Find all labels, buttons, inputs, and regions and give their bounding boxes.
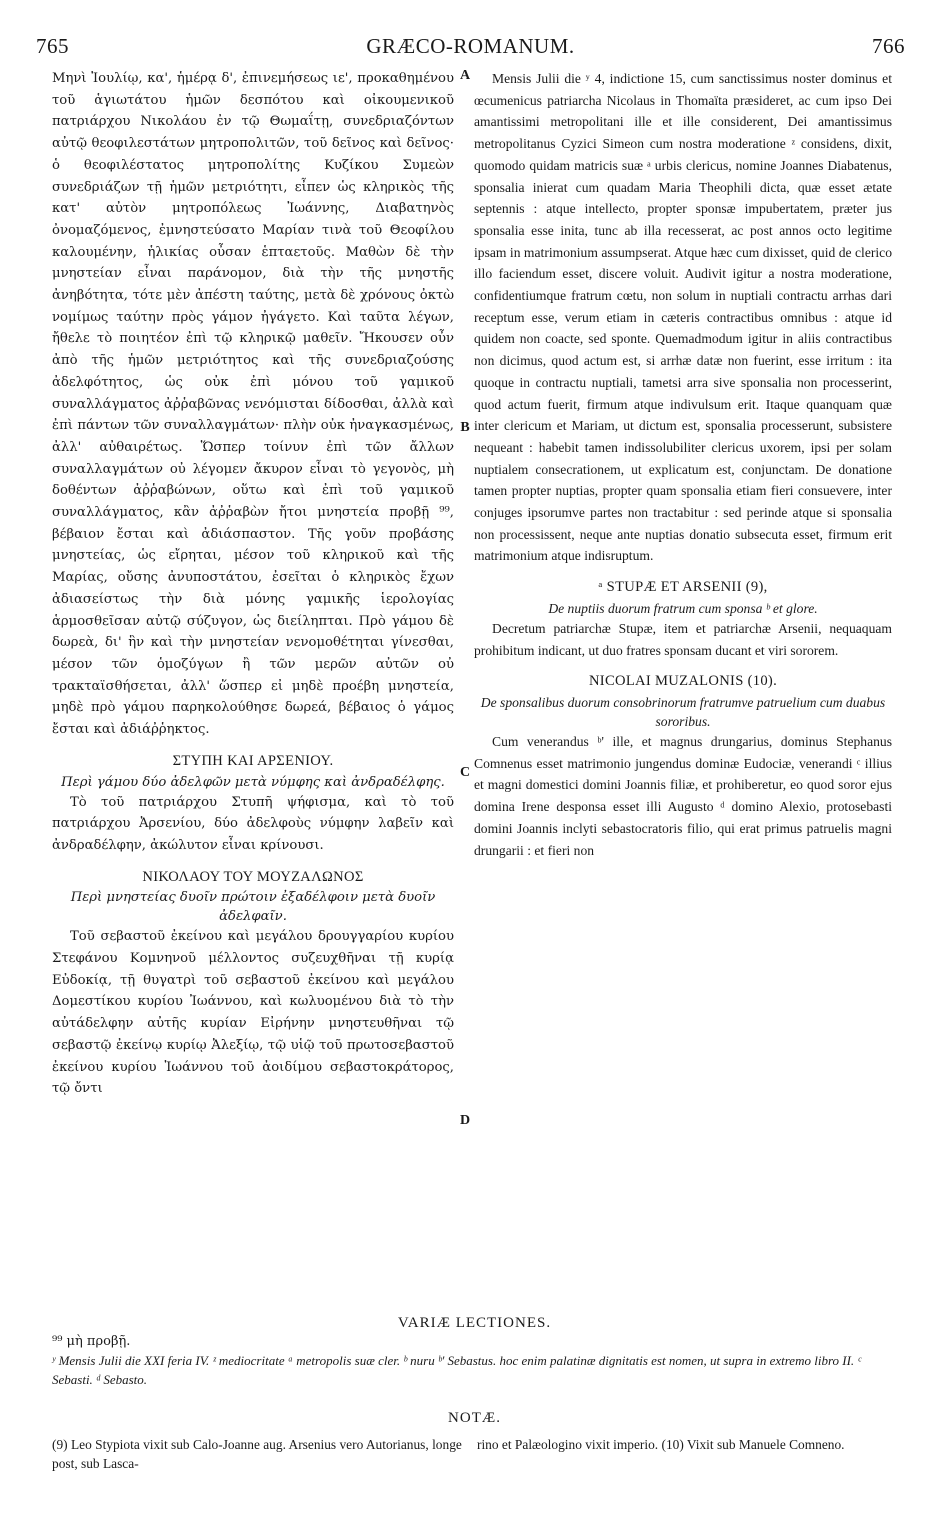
latin-paragraph-1: Mensis Julii die ʸ 4, indictione 15, cum sanctissimus noster dominus et œcumenicus patriarcha Nicolaus in Thomaïta præsideret, ac cum ipso Dei amantissimi metropolitani ille et ille considerent, Dei amantissimus metropolitanus Cyzici Simeon cum nostra moderatione ᶻ considens, dixit, quomodo quidam matricis suæ ᵃ urbis clericus, nomine Joannes Diabatenus, sponsalia inierat cum quadam Maria Theophili dicta, quæ esset ætate septennis : atque intellecto, propter sponsæ impubertatem, præter jus sponsalia esse inita, tunc ab illa recesserat, ac post annos octo legitime ipsam in matrimonium assumpserat. Atque hæc cum dixisset, quid de clerico illo faciendum esset, discere voluit. Audivit igitur a nostra moderatione, confidentiumque fratrum cœtu, non solum in nuptiali contractu arrhas dari receptum esse, verum etiam in cæteris contractibus omnibus : atque id quidem non coacte, sed sponte. Quemadmodum igitur in aliis contractibus non dicimus, quod actum est, si arrhæ datæ non fuerint, esse irritum : ita quoque in contractu nuptiali, tametsi arra sive sponsalia non processerint, quod actum fuerit, firmum atque indivulsum erit. Itaque quanquam quæ inter clericum et Mariam, ut dictum est, sponsalia processerunt, subsistere nequeant : habebit tamen indissolubiliter clericus uxorem, ipsi per solam nuptialem consecrationem, ut explicatum est, conjunctam. De donatione tamen propter nuptias, propter quam sponsalia etiam fieri consuevere, inter conjuges ipsorumve partes non tractabitur : sed perinde atque si sponsalia non processissent, neque ante nuptias donatio subsecuta esset, firmum erit matrimonium atque indisruptum. — [474, 71, 892, 564]
latin-heading-stupae: ᵃ STUPÆ ET ARSENII (9), — [598, 579, 768, 596]
latin-heading-muzalonis: NICOLAI MUZALONIS (10). — [588, 673, 778, 690]
running-head — [36, 34, 905, 62]
greek-paragraph-3: Τοῦ σεβαστοῦ ἐκείνου καὶ μεγάλου δρουγγαρίου κυρίου Στεφάνου Κομνηνοῦ μέλλοντος συζευχθῆναι τῇ κυρίᾳ Εὐδοκίᾳ, τῇ θυγατρὶ τοῦ σεβαστοῦ ἐκείνου καὶ μεγάλου Δομεστίκου κυρίου Ἰωάννου, καὶ κωλυομένου διὰ τὸ τὴν αὐτάδελφην αὐτῆς κυρίαν Εἰρήνην μνηστευθῆναι τῷ σεβαστῷ ἐκείνῳ κυρίῳ Ἀλεξίῳ, τῷ υἱῷ τοῦ πρωτοσεβαστοῦ ἐκείνου κυρίου Ἰωάννου τοῦ ἀοιδίμου σεβαστοκράτορος, τῷ ὄντι — [52, 929, 454, 1097]
variae-lectiones — [52, 1315, 897, 1389]
latin-subheading-stupae: De nuptiis duorum fratrum cum sponsa ᵇ et glore. — [548, 600, 818, 616]
margin-letter-d: D — [459, 1113, 471, 1128]
notae-columns — [52, 1435, 897, 1473]
page-number-right: 766 — [872, 34, 905, 58]
notae — [52, 1410, 897, 1473]
note-left: (9) Leo Stypiota vixit sub Calo-Joanne aug. Arsenius vero Autorianus, longe post, sub Lasca- — [52, 1437, 462, 1471]
margin-letter-c: C — [459, 765, 471, 780]
note-right: rino et Palæologino vixit imperio. (10) Vixit sub Manuele Comneno. — [477, 1437, 845, 1452]
margin-letter-a: A — [459, 68, 471, 83]
running-title: GRÆCO-ROMANUM. — [366, 34, 575, 58]
variae-line-latin: ʸ Mensis Julii die XXI feria IV. ᶻ mediocritate ᵃ metropolis suæ cler. ᵇ nuru ᵇ' Sebastus. hoc enim palatinæ dignitatis est nomen, ut supra in extremo libro II. ᶜ Sebasti. ᵈ Sebasto. — [52, 1353, 861, 1387]
page-number-left: 765 — [36, 34, 69, 58]
greek-heading-stype: ΣΤΥΠΗ ΚΑΙ ΑΡΣΕΝΙΟΥ. — [172, 752, 334, 769]
greek-subheading-muzalon: Περὶ μνηστείας δυοῖν πρώτοιν ἐξαδέλφοιν μετὰ δυοῖν ἀδελφαῖν. — [70, 890, 436, 925]
greek-paragraph-2: Τὸ τοῦ πατριάρχου Στυπῆ ψήφισμα, καὶ τὸ τοῦ πατριάρχου Ἀρσενίου, δύο ἀδελφοὺς νύμφην λαβεῖν καὶ ἀνδραδέλφην, ἀκώλυτον εἶναι κρίνουσι. — [52, 794, 454, 853]
variae-title: VARIÆ LECTIONES. — [397, 1315, 552, 1331]
latin-subheading-muzalonis: De sponsalibus duorum consobrinorum fratrumve patruelium cum duabus sororibus. — [480, 694, 886, 729]
greek-paragraph-1: Μηνὶ Ἰουλίῳ, κα', ἡμέρᾳ δ', ἐπινεμήσεως ιε', προκαθημένου τοῦ ἁγιωτάτου ἡμῶν δεσπότου καὶ οἰκουμενικοῦ πατριάρχου Νικολάου ἐν τῷ Θωμαΐτῃ, συνεδριαζόντων αὐτῷ θεοφιλεστάτων μητροπολιτῶν, τοῦ δεῖνος καὶ δεῖνος· ὁ θεοφιλέστατος μητροπολίτης Κυζίκου Συμεὼν συνεδριάζων τῇ ἡμῶν μετριότητι, εἶπεν ὡς κληρικὸς τῆς κατ' αὐτὸν μητροπόλεως Ἰωάννης, Διαβατηνὸς ὀνομαζόμενος, ἐμνηστεύσατο Μαρίαν τινὰ τοῦ Θεοφίλου καλουμένην, ἡλικίας οὖσαν ἑπταετοῦς. Μαθὼν δὲ τὴν μνηστείαν εἶναι παράνομον, διὰ τὴν τῆς μνηστῆς ἀνηβότητα, τότε μὲν ἀπέστη ταύτης, μετὰ δὲ χρόνους ὀκτὼ νομίμως ταύτην πρὸς γάμον ἠγάγετο. Καὶ ταῦτα λέγων, ἤθελε τὸ ποιητέον ἐπὶ τῷ κληρικῷ μαθεῖν. Ἤκουσεν οὖν ἀπὸ τῆς ἡμῶν μετριότητος καὶ τῆς συνεδριαζούσης ἀδελφότητος, ὡς οὐκ ἐπὶ μόνου τοῦ γαμικοῦ συναλλάγματος ἀῤῥαβῶνας νενόμισται δίδοσθαι, ἀλλὰ καὶ ἐπὶ πάντων τῶν συναλλαγμάτων· πλὴν οὐκ ἠναγκασμένως, ἀλλ' αὐθαιρέτως. Ὥσπερ τοίνυν ἐπὶ τῶν ἄλλων συναλλαγμάτων οὐ λέγομεν ἄκυρον εἶναι τὸ γεγονὸς, μὴ δοθέντων ἀῤῥαβώνων, οὕτω καὶ ἐπὶ τοῦ γαμικοῦ συναλλάγματος, κἂν ἀῤῥαβὼν ἤτοι μνηστεία προβῇ ⁹⁹, βέβαιον ἔσται καὶ ἀδιάσπαστον. Τῆς γοῦν προβάσης μνηστείας, ὡς εἴρηται, μέσον τοῦ κληρικοῦ καὶ τῆς Μαρίας, οὔσης ἀνυποστάτου, ἐσεῖται ὁ κληρικὸς ἔχων ἀδιασείστως τὴν διὰ μόνης γαμικῆς ἱερολογίας ἁρμοσθεῖσαν αὐτῷ σύζυγον, ὡς διείληπται. Πρὸ γάμου δὲ δωρεὰ, δι' ἣν καὶ τὴν μνηστείαν νενομοθέτηται γίνεσθαι, μέσον τῶν ὁμοζύγων ἢ τῶν μερῶν αὐτῶν οὐ τρακταϊσθήσεται, ἀλλ' ὥσπερ εἰ μηδὲ προέβη μνηστεία, μηδὲ πρὸ γάμου παρηκολούθησε δωρεά, βέβαιος ὁ γάμος ἔσται καὶ ἀδιάῤῥηκτος. — [52, 71, 454, 738]
greek-heading-muzalon: ΝΙΚΟΛΑΟΥ ΤΟΥ ΜΟΥΖΑΛΩΝΟΣ — [142, 868, 364, 885]
variae-line-greek: ⁹⁹ μὴ προβῇ. — [52, 1334, 131, 1349]
latin-paragraph-3: Cum venerandus ᵇ' ille, et magnus drungarius, dominus Stephanus Comnenus esset matrimonio jungendus dominæ Eudociæ, venerandi ᶜ illius et magni domestici domini Joannis filiæ, et prohiberetur, eo quod soror ejus domina Irene desponsa esset illi Augusto ᵈ domino Alexio, protosebasti domini Joannis inclyti sebastocratoris filio, qui erat primus patruelis magni drungarii : et fieri non — [474, 733, 892, 858]
latin-paragraph-2: Decretum patriarchæ Stupæ, item et patriarchæ Arsenii, nequaquam prohibitum indicant, ut duo fratres sponsam ducant et viri sororem. — [474, 620, 892, 658]
greek-subheading-stype: Περὶ γάμου δύο ἀδελφῶν μετὰ νύμφης καὶ ἀνδραδέλφης. — [61, 774, 445, 790]
margin-letter-b: B — [460, 420, 470, 435]
notae-title: NOTÆ. — [448, 1410, 501, 1426]
latin-column — [474, 68, 892, 861]
greek-column — [52, 68, 454, 1100]
